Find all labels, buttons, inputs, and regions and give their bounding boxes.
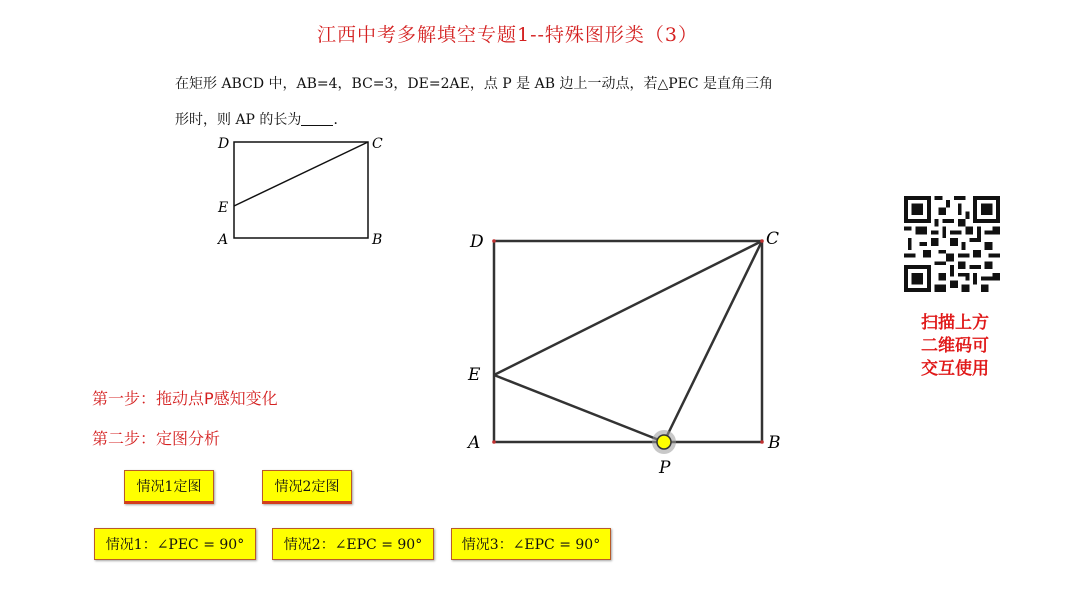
- case-3-button[interactable]: 情况3：∠EPC = 90°: [451, 528, 611, 560]
- problem-statement: [175, 66, 835, 138]
- step-2-text: 第二步：定图分析: [92, 429, 221, 448]
- rectangle-abcd: [494, 241, 762, 442]
- label-d: D: [470, 232, 484, 252]
- qr-caption-line-2: 二维码可: [921, 336, 989, 356]
- step-1-text: 第一步：拖动点P感知变化: [92, 389, 278, 408]
- label-a: A: [468, 433, 481, 453]
- problem-line-2-text: 形时，则 AP 的长为: [175, 112, 302, 128]
- static-rectangle: [234, 142, 368, 238]
- qr-caption: [880, 312, 1030, 381]
- case-2-fix-button[interactable]: 情况2定图: [262, 470, 352, 504]
- static-label-a: A: [218, 232, 229, 248]
- problem-line-1: 在矩形 ABCD 中，AB=4，BC=3，DE=2AE，点 P 是 AB 边上一动点，若△PEC 是直角三角: [175, 76, 774, 92]
- label-p: P: [659, 458, 671, 478]
- case-1-fix-button[interactable]: 情况1定图: [124, 470, 214, 504]
- segment-ep: [494, 375, 664, 442]
- qr-code-icon: [903, 196, 1001, 292]
- label-c: C: [766, 229, 780, 249]
- draggable-point-p[interactable]: [657, 435, 671, 449]
- static-label-e: E: [218, 200, 229, 216]
- qr-caption-line-1: 扫描上方: [921, 313, 989, 333]
- page-title: 江西中考多解填空专题1--特殊图形类（3）: [316, 24, 699, 46]
- static-label-d: D: [218, 136, 230, 152]
- vertex-c-dot: [760, 239, 764, 243]
- vertex-d-dot: [492, 239, 496, 243]
- qr-caption-line-3: 交互使用: [921, 359, 989, 379]
- vertex-b-dot: [760, 440, 764, 444]
- static-label-c: C: [372, 136, 383, 152]
- problem-line-2-end: ．: [333, 112, 348, 128]
- interactive-figure[interactable]: [460, 224, 800, 484]
- case-2-button[interactable]: 情况2：∠EPC = 90°: [272, 528, 434, 560]
- label-e: E: [468, 365, 481, 385]
- vertex-a-dot: [492, 440, 496, 444]
- answer-blank: [301, 109, 333, 126]
- segment-pc: [664, 241, 762, 442]
- case-1-button[interactable]: 情况1：∠PEC = 90°: [94, 528, 256, 560]
- segment-ec: [494, 241, 762, 375]
- static-segment-ec: [234, 142, 368, 206]
- label-b: B: [768, 433, 781, 453]
- static-figure: [210, 132, 410, 252]
- static-label-b: B: [372, 232, 383, 248]
